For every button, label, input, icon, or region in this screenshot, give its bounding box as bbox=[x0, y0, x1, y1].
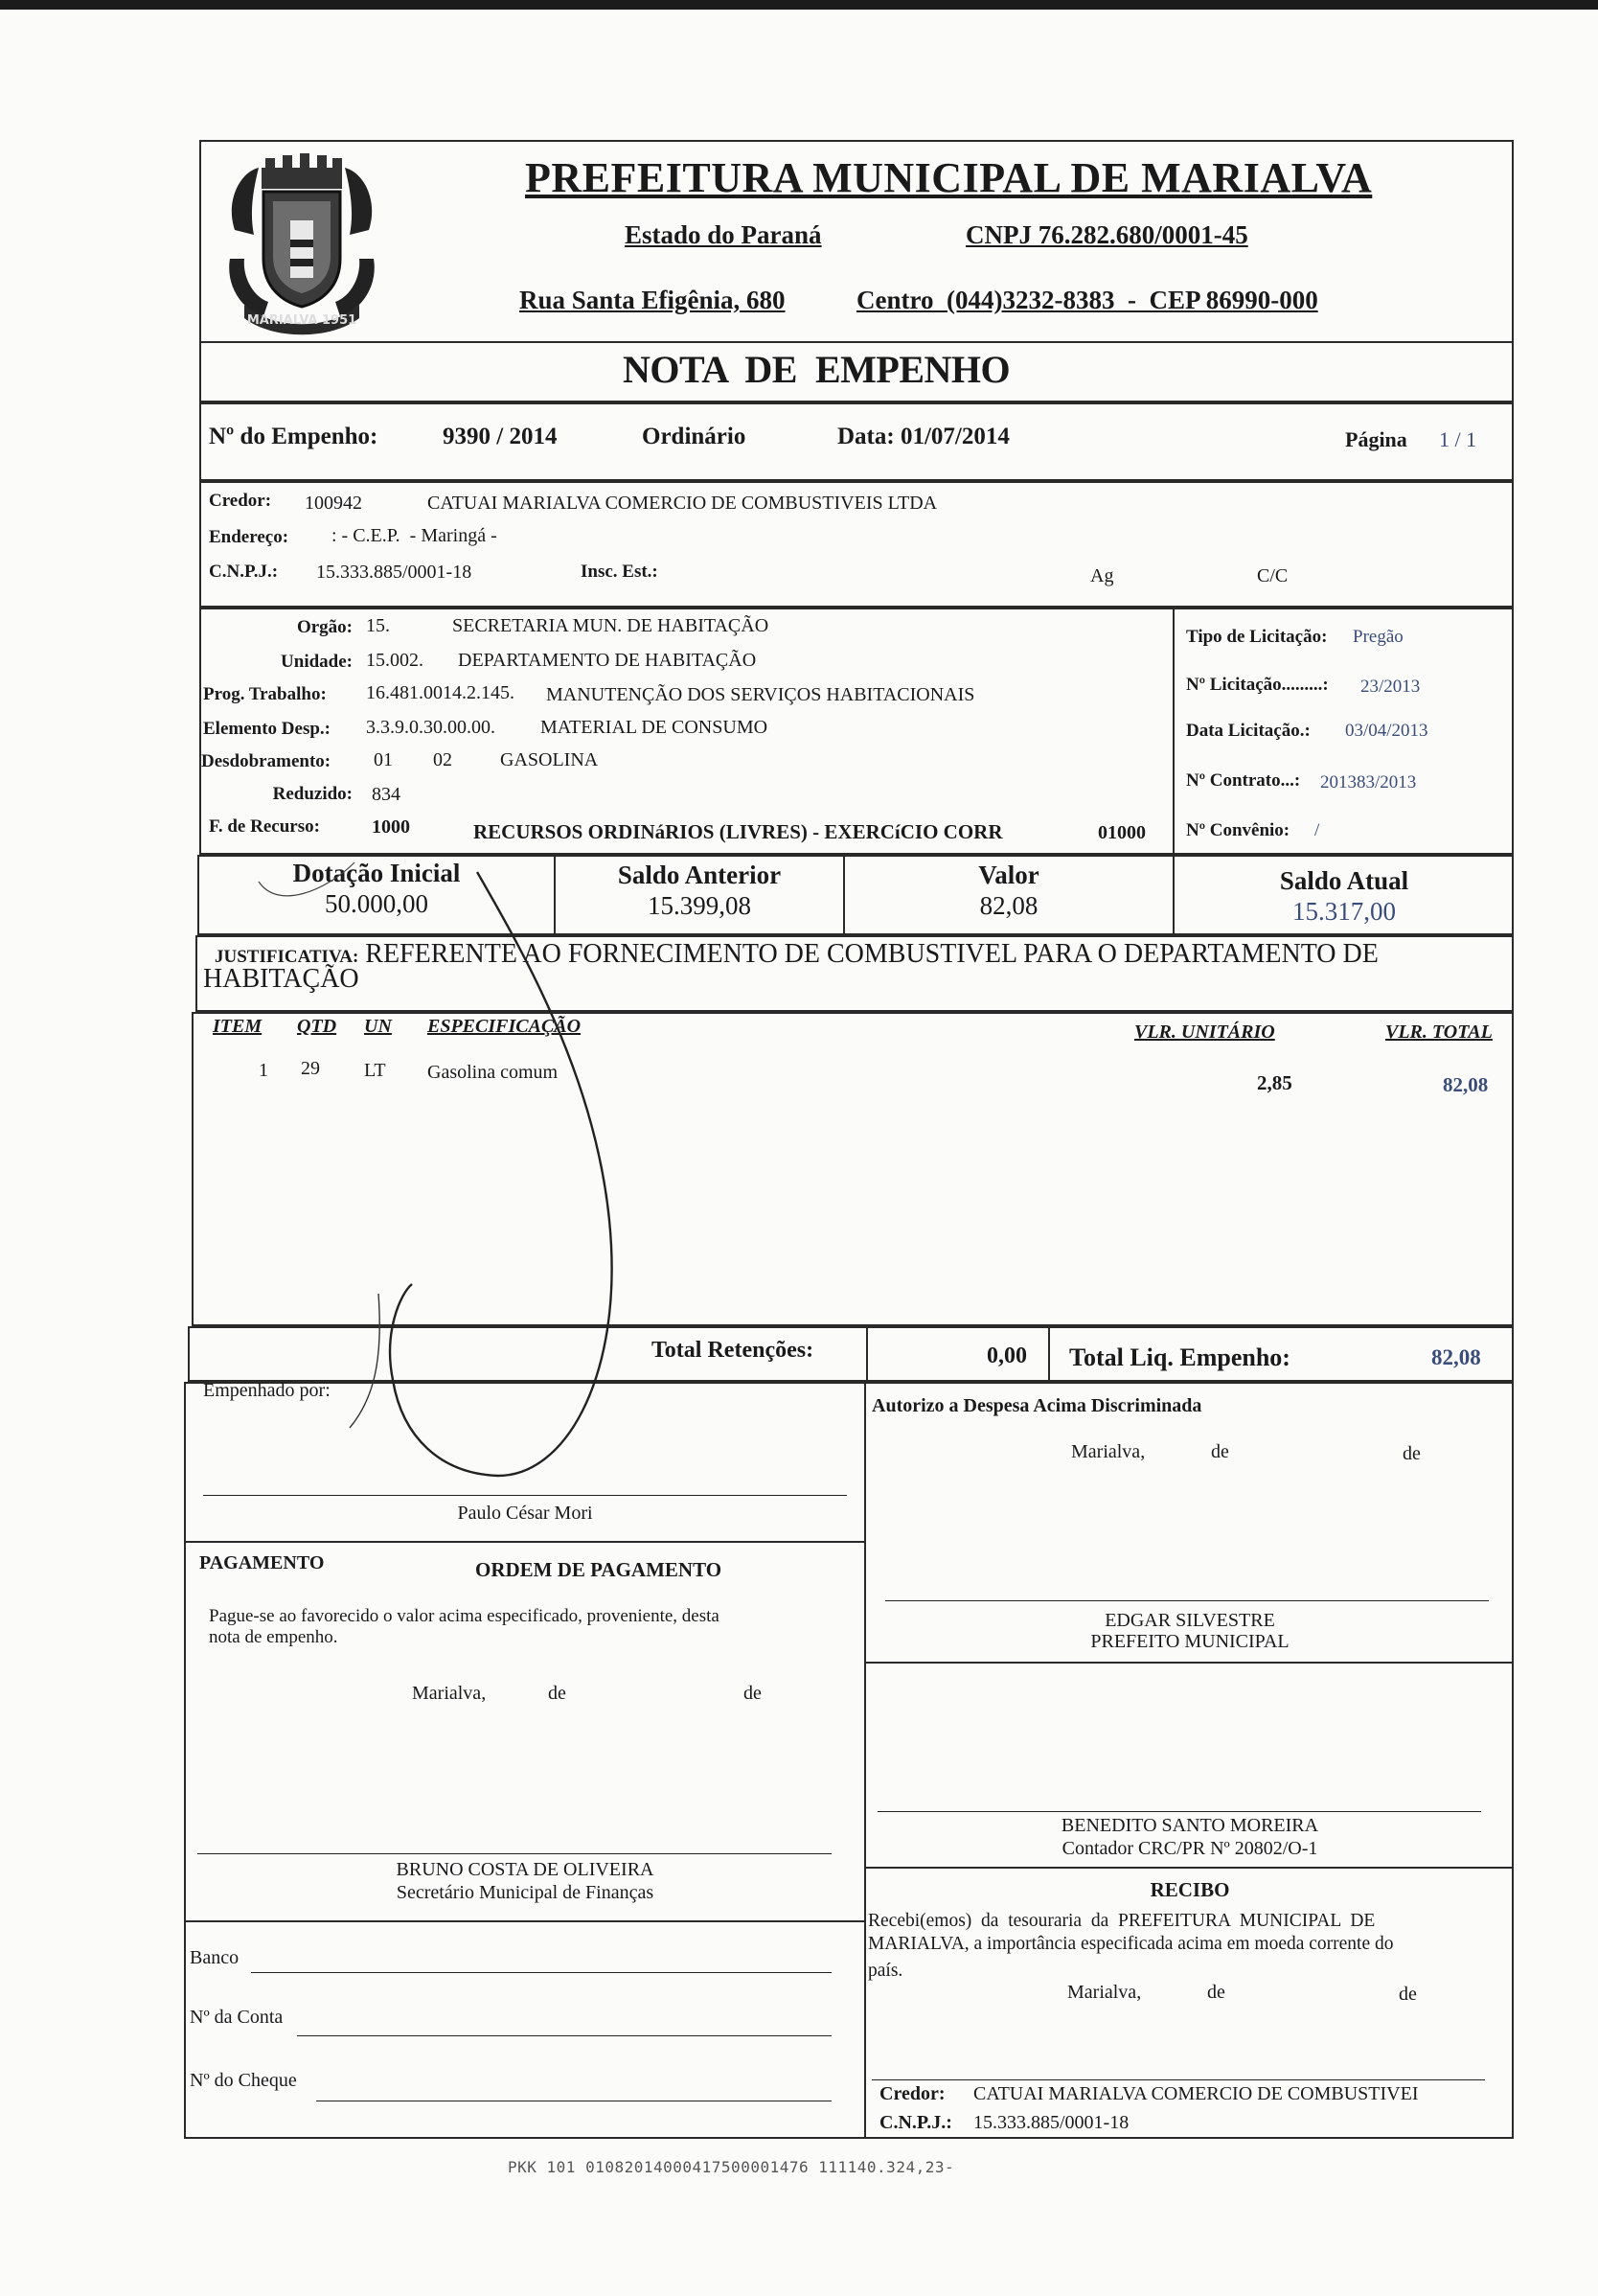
pagamento-date-place: Marialva, bbox=[412, 1683, 487, 1704]
conta-label: Nº da Conta bbox=[190, 2007, 284, 2028]
elemento-label: Elemento Desp.: bbox=[203, 719, 331, 739]
page-label: Página bbox=[1345, 427, 1407, 451]
secretario-signature-line bbox=[197, 1853, 832, 1854]
empenho-number-value: 9390 / 2014 bbox=[443, 424, 558, 449]
liquido-label: Total Liq. Empenho: bbox=[1069, 1343, 1290, 1371]
recurso-label: F. de Recurso: bbox=[209, 816, 320, 837]
municipal-seal-icon bbox=[206, 144, 398, 335]
orgao-label: Orgão: bbox=[296, 617, 353, 637]
header-divider bbox=[199, 341, 1514, 343]
item-row-1-total: 82,08 bbox=[1443, 1073, 1489, 1096]
address-label: Endereço: bbox=[209, 527, 289, 547]
ordem-pagamento-label: ORDEM DE PAGAMENTO bbox=[475, 1558, 722, 1581]
prefeito-signature-line bbox=[885, 1600, 1489, 1601]
banco-label: Banco bbox=[190, 1947, 240, 1968]
credor-name: CATUAI MARIALVA COMERCIO DE COMBUSTIVEIS LTDA bbox=[427, 493, 938, 514]
item-row-1-unit: 2,85 bbox=[1257, 1071, 1292, 1094]
autorizo-label: Autorizo a Despesa Acima Discriminada bbox=[872, 1395, 1202, 1416]
retencoes-value: 0,00 bbox=[987, 1343, 1027, 1368]
totals-div-1 bbox=[866, 1326, 868, 1382]
item-row-1-un: LT bbox=[364, 1060, 386, 1081]
reduzido-label: Reduzido: bbox=[272, 784, 353, 804]
recibo-credor-label: Credor: bbox=[879, 2083, 946, 2104]
desdobramento-a: 01 bbox=[374, 749, 393, 770]
recibo-date-de2: de bbox=[1399, 1984, 1417, 2005]
convenio-value: / bbox=[1314, 820, 1320, 840]
footer-code: PKK 101 01082014000417500001476 111140.324,23- bbox=[508, 2158, 955, 2176]
empenhado-signature-line bbox=[203, 1495, 847, 1496]
prog-label: Prog. Trabalho: bbox=[203, 684, 327, 704]
page-value: 1 / 1 bbox=[1439, 427, 1477, 451]
pagamento-date-de2: de bbox=[743, 1683, 762, 1704]
item-row-1-item: 1 bbox=[259, 1060, 268, 1081]
valor-value: 82,08 bbox=[979, 891, 1039, 920]
empenho-type: Ordinário bbox=[642, 424, 746, 449]
secretario-title: Secretário Municipal de Finanças bbox=[396, 1882, 654, 1903]
secretario-divider bbox=[184, 1920, 866, 1922]
ag-label: Ag bbox=[1090, 565, 1114, 586]
reduzido-value: 834 bbox=[372, 784, 400, 805]
contrato-value: 201383/2013 bbox=[1320, 772, 1417, 792]
prefeito-name: EDGAR SILVESTRE bbox=[1105, 1610, 1275, 1631]
address-value: : - C.E.P. - Maringá - bbox=[331, 525, 497, 546]
pagamento-text-1: Pague-se ao favorecido o valor acima especificado, proveniente, desta bbox=[209, 1606, 719, 1626]
conta-field[interactable] bbox=[297, 2035, 832, 2036]
empenhado-name: Paulo César Mori bbox=[457, 1503, 593, 1524]
col-item-header: ITEM bbox=[213, 1016, 263, 1037]
autorizo-date-place: Marialva, bbox=[1071, 1441, 1146, 1462]
prefeito-title: PREFEITO MUNICIPAL bbox=[1090, 1631, 1290, 1652]
saldo-anterior-label: Saldo Anterior bbox=[617, 861, 782, 889]
recibo-text-1: Recebi(emos) da tesouraria da PREFEITURA MUNICIPAL DE bbox=[868, 1911, 1376, 1931]
empenhado-divider bbox=[184, 1541, 866, 1543]
recurso-code: 1000 bbox=[372, 816, 410, 838]
unidade-name: DEPARTAMENTO DE HABITAÇÃO bbox=[458, 650, 757, 671]
recibo-date-place: Marialva, bbox=[1067, 1982, 1142, 2003]
doc-title: NOTA DE EMPENHO bbox=[623, 348, 1011, 391]
orgao-code: 15. bbox=[366, 615, 390, 636]
autorizo-date-de2: de bbox=[1403, 1443, 1421, 1464]
data-licitacao-label: Data Licitação.: bbox=[1186, 721, 1311, 741]
pagamento-date-de1: de bbox=[548, 1683, 566, 1704]
cheque-label: Nº do Cheque bbox=[190, 2070, 297, 2091]
valor-label: Valor bbox=[978, 861, 1039, 889]
saldo-atual-value: 15.317,00 bbox=[1292, 897, 1396, 926]
credor-code: 100942 bbox=[305, 493, 362, 514]
recurso-code2: 01000 bbox=[1098, 822, 1146, 843]
desdobramento-name: GASOLINA bbox=[500, 749, 599, 770]
prog-code: 16.481.0014.2.145. bbox=[366, 682, 514, 703]
autorizo-date-de1: de bbox=[1211, 1441, 1229, 1462]
col-qtd-header: QTD bbox=[297, 1016, 337, 1037]
numero-licitacao-label: Nº Licitação.........: bbox=[1186, 675, 1329, 695]
pagamento-text-2: nota de empenho. bbox=[209, 1627, 338, 1647]
col-spec-header: ESPECIFICAÇÃO bbox=[427, 1016, 582, 1037]
pagamento-label: PAGAMENTO bbox=[199, 1552, 325, 1573]
data-licitacao-value: 03/04/2013 bbox=[1345, 721, 1428, 741]
justificativa-text-2: HABITAÇÃO bbox=[203, 964, 359, 994]
tipo-licitacao-value: Pregão bbox=[1353, 627, 1404, 647]
desdobramento-b: 02 bbox=[433, 749, 452, 770]
prefeito-divider bbox=[864, 1662, 1514, 1664]
unidade-code: 15.002. bbox=[366, 650, 423, 671]
tipo-licitacao-label: Tipo de Licitação: bbox=[1186, 627, 1328, 647]
banco-field[interactable] bbox=[251, 1972, 832, 1973]
header-address: Rua Santa Efigênia, 680 bbox=[519, 286, 786, 314]
recibo-cnpj-label: C.N.P.J.: bbox=[879, 2112, 952, 2133]
col-un-header: UN bbox=[364, 1016, 392, 1037]
cnpj-value: 15.333.885/0001-18 bbox=[316, 562, 472, 583]
unidade-label: Unidade: bbox=[281, 652, 353, 672]
recibo-date-de1: de bbox=[1207, 1982, 1225, 2003]
header-contact: Centro (044)3232-8383 - CEP 86990-000 bbox=[856, 286, 1318, 314]
justificativa-text-1: REFERENTE AO FORNECIMENTO DE COMBUSTIVEL PARA O DEPARTAMENTO DE bbox=[365, 939, 1379, 969]
insc-label: Insc. Est.: bbox=[581, 562, 658, 582]
empenho-number-label: Nº do Empenho: bbox=[209, 424, 378, 449]
header-title: PREFEITURA MUNICIPAL DE MARIALVA bbox=[525, 154, 1373, 201]
col-total-header: VLR. TOTAL bbox=[1385, 1022, 1493, 1043]
numero-licitacao-value: 23/2013 bbox=[1360, 677, 1421, 697]
contador-name: BENEDITO SANTO MOREIRA bbox=[1061, 1815, 1319, 1836]
contador-signature-line bbox=[878, 1811, 1481, 1812]
recurso-name: RECURSOS ORDINáRIOS (LIVRES) - EXERCíCIO CORR bbox=[473, 820, 1003, 843]
cnpj-label: C.N.P.J.: bbox=[209, 562, 279, 582]
recibo-label: RECIBO bbox=[1150, 1878, 1230, 1901]
contador-divider bbox=[864, 1867, 1514, 1869]
saldo-anterior-value: 15.399,08 bbox=[648, 891, 751, 920]
retencoes-label: Total Retenções: bbox=[651, 1338, 814, 1363]
desdobramento-label: Desdobramento: bbox=[201, 751, 331, 771]
liquido-value: 82,08 bbox=[1431, 1345, 1481, 1369]
dotacao-value: 50.000,00 bbox=[325, 889, 428, 918]
credor-label: Credor: bbox=[209, 491, 272, 511]
saldo-atual-label: Saldo Atual bbox=[1279, 866, 1409, 895]
contrato-label: Nº Contrato...: bbox=[1186, 770, 1301, 791]
prog-name: MANUTENÇÃO DOS SERVIÇOS HABITACIONAIS bbox=[546, 684, 975, 705]
header-cnpj: CNPJ 76.282.680/0001-45 bbox=[966, 220, 1248, 249]
header-state: Estado do Paraná bbox=[625, 220, 822, 249]
signatures-center-divider bbox=[864, 1382, 866, 2139]
item-row-1-spec: Gasolina comum bbox=[427, 1062, 559, 1083]
item-row-1-qtd: 29 bbox=[301, 1058, 320, 1079]
totals-div-2 bbox=[1048, 1326, 1050, 1382]
recibo-text-3: país. bbox=[868, 1961, 903, 1981]
orgao-name: SECRETARIA MUN. DE HABITAÇÃO bbox=[452, 615, 769, 636]
recibo-text-2: MARIALVA, a importância especificada acima em moeda corrente do bbox=[868, 1934, 1394, 1954]
elemento-name: MATERIAL DE CONSUMO bbox=[540, 717, 768, 738]
cc-label: C/C bbox=[1257, 565, 1289, 586]
justificativa-label: JUSTIFICATIVA: bbox=[215, 947, 359, 967]
recibo-cnpj-value: 15.333.885/0001-18 bbox=[973, 2112, 1130, 2133]
svg-text:MARIALVA 1951: MARIALVA 1951 bbox=[246, 313, 357, 328]
dotacao-label: Dotação Inicial bbox=[292, 859, 461, 887]
convenio-label: Nº Convênio: bbox=[1186, 820, 1290, 840]
recibo-credor-value: CATUAI MARIALVA COMERCIO DE COMBUSTIVEI bbox=[973, 2083, 1419, 2104]
contador-title: Contador CRC/PR Nº 20802/O-1 bbox=[1062, 1838, 1318, 1859]
secretario-name: BRUNO COSTA DE OLIVEIRA bbox=[396, 1859, 654, 1880]
recibo-signature-line bbox=[872, 2079, 1485, 2080]
empenho-date: Data: 01/07/2014 bbox=[837, 424, 1010, 449]
col-unit-header: VLR. UNITÁRIO bbox=[1134, 1022, 1275, 1043]
empenhado-label: Empenhado por: bbox=[203, 1380, 331, 1401]
classification-divider bbox=[1173, 608, 1175, 855]
signature-stroke bbox=[240, 843, 642, 1495]
elemento-code: 3.3.9.0.30.00.00. bbox=[366, 717, 495, 738]
scan-top-band bbox=[0, 0, 1598, 10]
